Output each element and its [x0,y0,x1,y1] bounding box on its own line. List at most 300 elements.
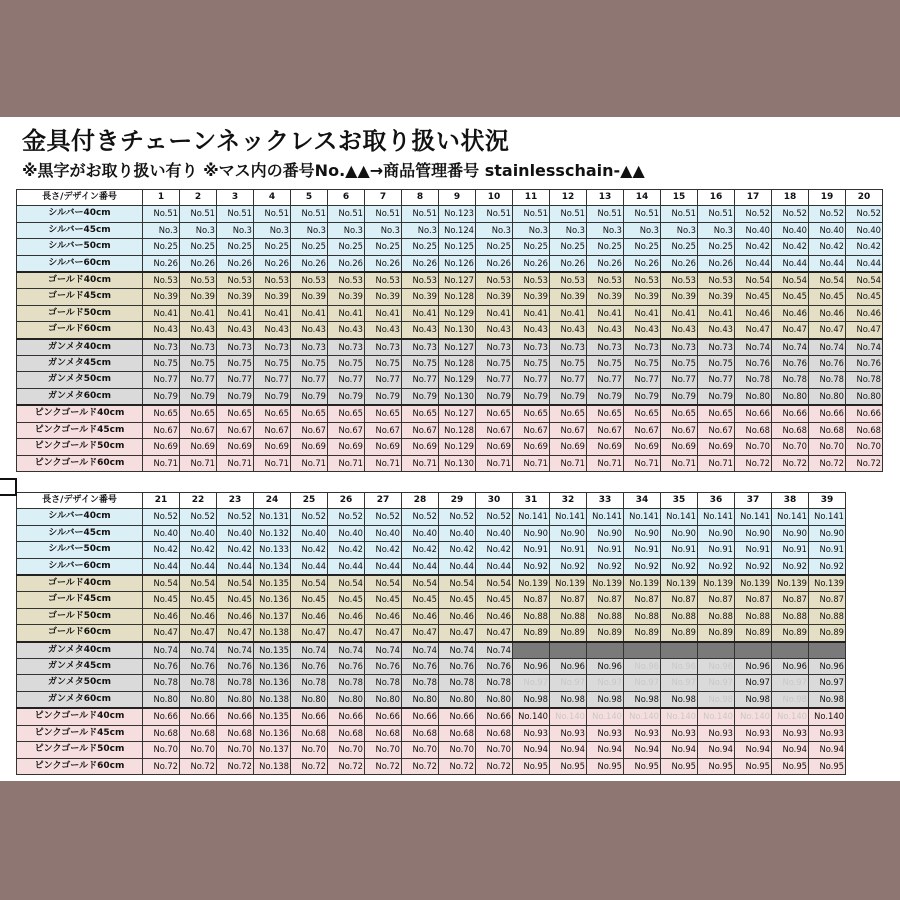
table-cell: No.45 [439,592,476,608]
table-cell: No.47 [772,322,809,339]
table-cell: No.92 [624,558,661,575]
table-cell: No.80 [328,691,365,708]
table-cell: No.43 [402,322,439,339]
table-cell: No.26 [476,255,513,272]
table-cell: No.70 [143,742,180,758]
table-cell: No.41 [143,305,180,321]
table-cell: No.26 [698,255,735,272]
table-cell: No.69 [550,439,587,455]
table-cell: No.139 [550,575,587,592]
table-cell: No.73 [291,339,328,356]
table-row [17,439,883,455]
table-cell: No.68 [772,422,809,438]
table-cell: No.53 [365,272,402,289]
table-cell: No.67 [254,422,291,438]
table-cell: No.78 [846,372,883,388]
table-cell: No.80 [365,691,402,708]
table-cell: No.68 [402,725,439,741]
table-cell: No.44 [180,558,217,575]
table-cell: No.65 [328,405,365,422]
row-label: ピンクゴールド40cm [17,708,143,725]
table-cell: No.71 [180,455,217,471]
header-row [17,493,846,509]
column-header: 12 [550,190,587,206]
table-cell: No.25 [624,239,661,255]
table-cell: No.78 [476,675,513,691]
table-cell: No.44 [328,558,365,575]
table-cell: No.141 [513,509,550,525]
table-cell: No.71 [254,455,291,471]
header-label: 長さ/デザイン番号 [17,493,143,509]
table-cell: No.93 [698,725,735,741]
table-row [17,625,846,642]
table-cell: No.51 [550,206,587,222]
table-cell: No.53 [180,272,217,289]
table-cell: No.96 [624,659,661,675]
table-cell: No.128 [439,289,476,305]
table-cell: No.42 [365,542,402,558]
table-cell: No.39 [291,289,328,305]
table-cell: No.68 [180,725,217,741]
table-cell: No.72 [217,758,254,774]
table-cell: No.69 [476,439,513,455]
table-cell: No.39 [550,289,587,305]
table-cell: No.88 [587,608,624,624]
table-cell: No.51 [143,206,180,222]
table-cell: No.136 [254,659,291,675]
header-label: 長さ/デザイン番号 [17,190,143,206]
table-cell: No.79 [550,388,587,405]
table-cell: No.96 [698,659,735,675]
table-cell: No.72 [365,758,402,774]
table-cell: No.25 [291,239,328,255]
table-cell: No.25 [476,239,513,255]
column-header: 17 [735,190,772,206]
table-cell: No.69 [661,439,698,455]
table-cell: No.77 [254,372,291,388]
table-cell: No.39 [180,289,217,305]
table-cell: No.53 [550,272,587,289]
table-cell: No.68 [846,422,883,438]
table-cell: No.79 [513,388,550,405]
table-cell: No.76 [291,659,328,675]
column-header: 36 [698,493,735,509]
table-cell: No.66 [402,708,439,725]
table-cell: No.79 [661,388,698,405]
table-cell: No.72 [439,758,476,774]
row-label: ゴールド40cm [17,272,143,289]
table-cell: No.93 [772,725,809,741]
table-cell: No.75 [698,356,735,372]
table-cell: No.44 [402,558,439,575]
table-cell: No.51 [254,206,291,222]
row-label: ピンクゴールド50cm [17,742,143,758]
table-cell: No.77 [143,372,180,388]
table-cell: No.3 [513,222,550,238]
table-cell: No.69 [587,439,624,455]
row-marker [0,478,17,496]
column-header: 10 [476,190,513,206]
table-cell: No.26 [624,255,661,272]
table-cell: No.73 [217,339,254,356]
table-cell: No.89 [772,625,809,642]
table-cell: No.45 [143,592,180,608]
table-cell: No.46 [217,608,254,624]
table-cell: No.70 [291,742,328,758]
table-cell: No.52 [217,509,254,525]
table-cell: No.51 [476,206,513,222]
table-cell: No.96 [587,659,624,675]
table-cell: No.76 [772,356,809,372]
table-cell: No.98 [698,691,735,708]
table-cell: No.46 [180,608,217,624]
column-header: 22 [180,493,217,509]
table-cell: No.140 [513,708,550,725]
table-cell: No.79 [476,388,513,405]
table-cell: No.135 [254,642,291,659]
table-cell: No.26 [254,255,291,272]
table-cell: No.67 [402,422,439,438]
table-cell: No.74 [809,339,846,356]
table-cell: No.76 [402,659,439,675]
table-cell: No.88 [513,608,550,624]
table-cell: No.44 [365,558,402,575]
table-cell: No.75 [587,356,624,372]
table-row [17,575,846,592]
table-cell: No.76 [809,356,846,372]
table-cell: No.77 [328,372,365,388]
table-row [17,525,846,541]
table-cell: No.41 [550,305,587,321]
table-cell: No.25 [698,239,735,255]
table-cell: No.40 [439,525,476,541]
table-cell: No.25 [365,239,402,255]
table-cell: No.123 [439,206,476,222]
table-cell: No.51 [698,206,735,222]
blank-cell [809,642,846,659]
table-cell: No.3 [402,222,439,238]
table-cell: No.98 [550,691,587,708]
table-cell: No.80 [291,691,328,708]
table-cell: No.129 [439,305,476,321]
table-cell: No.94 [809,742,846,758]
table-cell: No.53 [624,272,661,289]
table-cell: No.124 [439,222,476,238]
column-header: 21 [143,493,180,509]
table-cell: No.54 [143,575,180,592]
table-row [17,388,883,405]
table-cell: No.139 [772,575,809,592]
table-cell: No.139 [809,575,846,592]
table-cell: No.98 [661,691,698,708]
table-cell: No.70 [476,742,513,758]
table-cell: No.3 [587,222,624,238]
table-row [17,455,883,471]
table-cell: No.54 [365,575,402,592]
table-cell: No.47 [402,625,439,642]
table-cell: No.40 [328,525,365,541]
table-cell: No.42 [846,239,883,255]
row-label: ゴールド50cm [17,608,143,624]
table-cell: No.71 [587,455,624,471]
table-cell: No.77 [402,372,439,388]
table-cell: No.75 [328,356,365,372]
table-cell: No.78 [772,372,809,388]
table-cell: No.26 [365,255,402,272]
table-cell: No.74 [180,642,217,659]
table-cell: No.75 [513,356,550,372]
table-cell: No.45 [402,592,439,608]
table-cell: No.95 [661,758,698,774]
table-cell: No.73 [180,339,217,356]
table-cell: No.70 [846,439,883,455]
table-cell: No.97 [661,675,698,691]
table-cell: No.92 [809,558,846,575]
table-cell: No.47 [365,625,402,642]
table-cell: No.66 [476,708,513,725]
table-cell: No.90 [513,525,550,541]
table-cell: No.3 [180,222,217,238]
table-cell: No.135 [254,708,291,725]
table-cell: No.53 [698,272,735,289]
table-cell: No.46 [291,608,328,624]
row-label: ゴールド40cm [17,575,143,592]
column-header: 24 [254,493,291,509]
table-cell: No.78 [439,675,476,691]
table-cell: No.47 [143,625,180,642]
column-header: 33 [587,493,624,509]
table-cell: No.71 [143,455,180,471]
table-cell: No.132 [254,525,291,541]
table-cell: No.52 [143,509,180,525]
table-cell: No.40 [180,525,217,541]
row-label: ピンクゴールド45cm [17,422,143,438]
table-cell: No.90 [661,525,698,541]
table-cell: No.92 [513,558,550,575]
table-cell: No.67 [180,422,217,438]
table-cell: No.25 [513,239,550,255]
table-cell: No.87 [587,592,624,608]
blank-cell [772,642,809,659]
table-cell: No.70 [735,439,772,455]
table-cell: No.96 [513,659,550,675]
table-cell: No.75 [661,356,698,372]
table-cell: No.93 [809,725,846,741]
table-cell: No.68 [809,422,846,438]
table-cell: No.98 [513,691,550,708]
table-cell: No.65 [661,405,698,422]
table-cell: No.87 [550,592,587,608]
table-cell: No.91 [624,542,661,558]
table-cell: No.43 [291,322,328,339]
table-cell: No.91 [550,542,587,558]
table-row [17,675,846,691]
table-cell: No.72 [328,758,365,774]
table-cell: No.52 [735,206,772,222]
table-cell: No.43 [698,322,735,339]
table-cell: No.67 [624,422,661,438]
table-cell: No.71 [328,455,365,471]
table-cell: No.127 [439,272,476,289]
table-cell: No.87 [624,592,661,608]
table-cell: No.40 [809,222,846,238]
table-cell: No.73 [365,339,402,356]
table-cell: No.95 [735,758,772,774]
table-cell: No.76 [846,356,883,372]
table-cell: No.53 [254,272,291,289]
table-cell: No.47 [291,625,328,642]
table-cell: No.25 [217,239,254,255]
table-row [17,758,846,774]
row-label: シルバー50cm [17,239,143,255]
table-cell: No.140 [624,708,661,725]
table-row [17,422,883,438]
table-cell: No.88 [735,608,772,624]
table-cell: No.3 [254,222,291,238]
table-cell: No.94 [698,742,735,758]
table-cell: No.87 [661,592,698,608]
table-cell: No.130 [439,455,476,471]
row-label: シルバー60cm [17,558,143,575]
table-cell: No.41 [587,305,624,321]
table-cell: No.76 [217,659,254,675]
table-cell: No.69 [698,439,735,455]
table-cell: No.75 [143,356,180,372]
table-row [17,608,846,624]
table-cell: No.51 [180,206,217,222]
table-cell: No.52 [291,509,328,525]
table-row [17,255,883,272]
table-cell: No.69 [624,439,661,455]
table-cell: No.88 [624,608,661,624]
row-label: シルバー45cm [17,222,143,238]
table-cell: No.79 [180,388,217,405]
table-cell: No.141 [550,509,587,525]
row-label: ゴールド60cm [17,322,143,339]
row-label: ガンメタ45cm [17,659,143,675]
table-cell: No.78 [365,675,402,691]
row-label: ピンクゴールド40cm [17,405,143,422]
table-cell: No.73 [587,339,624,356]
table-cell: No.79 [291,388,328,405]
table-cell: No.43 [254,322,291,339]
table-cell: No.40 [846,222,883,238]
table-cell: No.71 [476,455,513,471]
table-cell: No.71 [402,455,439,471]
table-cell: No.40 [772,222,809,238]
table-cell: No.65 [698,405,735,422]
table-row [17,725,846,741]
table-cell: No.79 [365,388,402,405]
table-row [17,272,883,289]
column-header: 4 [254,190,291,206]
table-cell: No.68 [217,725,254,741]
header-row [17,190,883,206]
table-cell: No.75 [291,356,328,372]
table-cell: No.47 [809,322,846,339]
table-cell: No.141 [624,509,661,525]
table-cell: No.79 [698,388,735,405]
table-cell: No.53 [143,272,180,289]
table-cell: No.3 [143,222,180,238]
table-cell: No.88 [661,608,698,624]
table-cell: No.97 [735,675,772,691]
column-header: 25 [291,493,328,509]
table-cell: No.134 [254,558,291,575]
table-cell: No.69 [217,439,254,455]
table-cell: No.51 [624,206,661,222]
table-cell: No.43 [624,322,661,339]
table-cell: No.53 [328,272,365,289]
table-cell: No.54 [735,272,772,289]
table-cell: No.41 [402,305,439,321]
table-cell: No.78 [143,675,180,691]
table-cell: No.45 [217,592,254,608]
table-cell: No.89 [624,625,661,642]
table-cell: No.71 [513,455,550,471]
table-cell: No.141 [661,509,698,525]
table-cell: No.76 [476,659,513,675]
table-cell: No.141 [772,509,809,525]
table-cell: No.139 [624,575,661,592]
table-cell: No.71 [698,455,735,471]
table-cell: No.39 [698,289,735,305]
table-cell: No.87 [513,592,550,608]
table-cell: No.95 [809,758,846,774]
column-header: 7 [365,190,402,206]
table-cell: No.139 [735,575,772,592]
table-cell: No.79 [254,388,291,405]
table-cell: No.45 [365,592,402,608]
table-cell: No.54 [217,575,254,592]
table-cell: No.46 [143,608,180,624]
table-cell: No.75 [476,356,513,372]
table-cell: No.39 [143,289,180,305]
table-cell: No.46 [846,305,883,321]
table-cell: No.51 [661,206,698,222]
table-cell: No.52 [365,509,402,525]
table-cell: No.66 [143,708,180,725]
table-cell: No.94 [624,742,661,758]
table-cell: No.52 [439,509,476,525]
table-cell: No.51 [365,206,402,222]
table-cell: No.73 [698,339,735,356]
table-cell: No.70 [809,439,846,455]
table-cell: No.70 [217,742,254,758]
table-cell: No.80 [143,691,180,708]
table-cell: No.97 [698,675,735,691]
table-cell: No.3 [550,222,587,238]
table-cell: No.45 [809,289,846,305]
table-cell: No.46 [402,608,439,624]
table-cell: No.97 [624,675,661,691]
table-cell: No.96 [550,659,587,675]
table-cell: No.44 [476,558,513,575]
table-cell: No.137 [254,608,291,624]
table-cell: No.47 [328,625,365,642]
table-cell: No.26 [180,255,217,272]
table-cell: No.52 [402,509,439,525]
table-cell: No.98 [624,691,661,708]
table-cell: No.40 [217,525,254,541]
table-cell: No.95 [698,758,735,774]
table-cell: No.68 [328,725,365,741]
table-cell: No.44 [439,558,476,575]
table-cell: No.87 [809,592,846,608]
table-cell: No.41 [513,305,550,321]
table-cell: No.47 [476,625,513,642]
table-cell: No.40 [365,525,402,541]
